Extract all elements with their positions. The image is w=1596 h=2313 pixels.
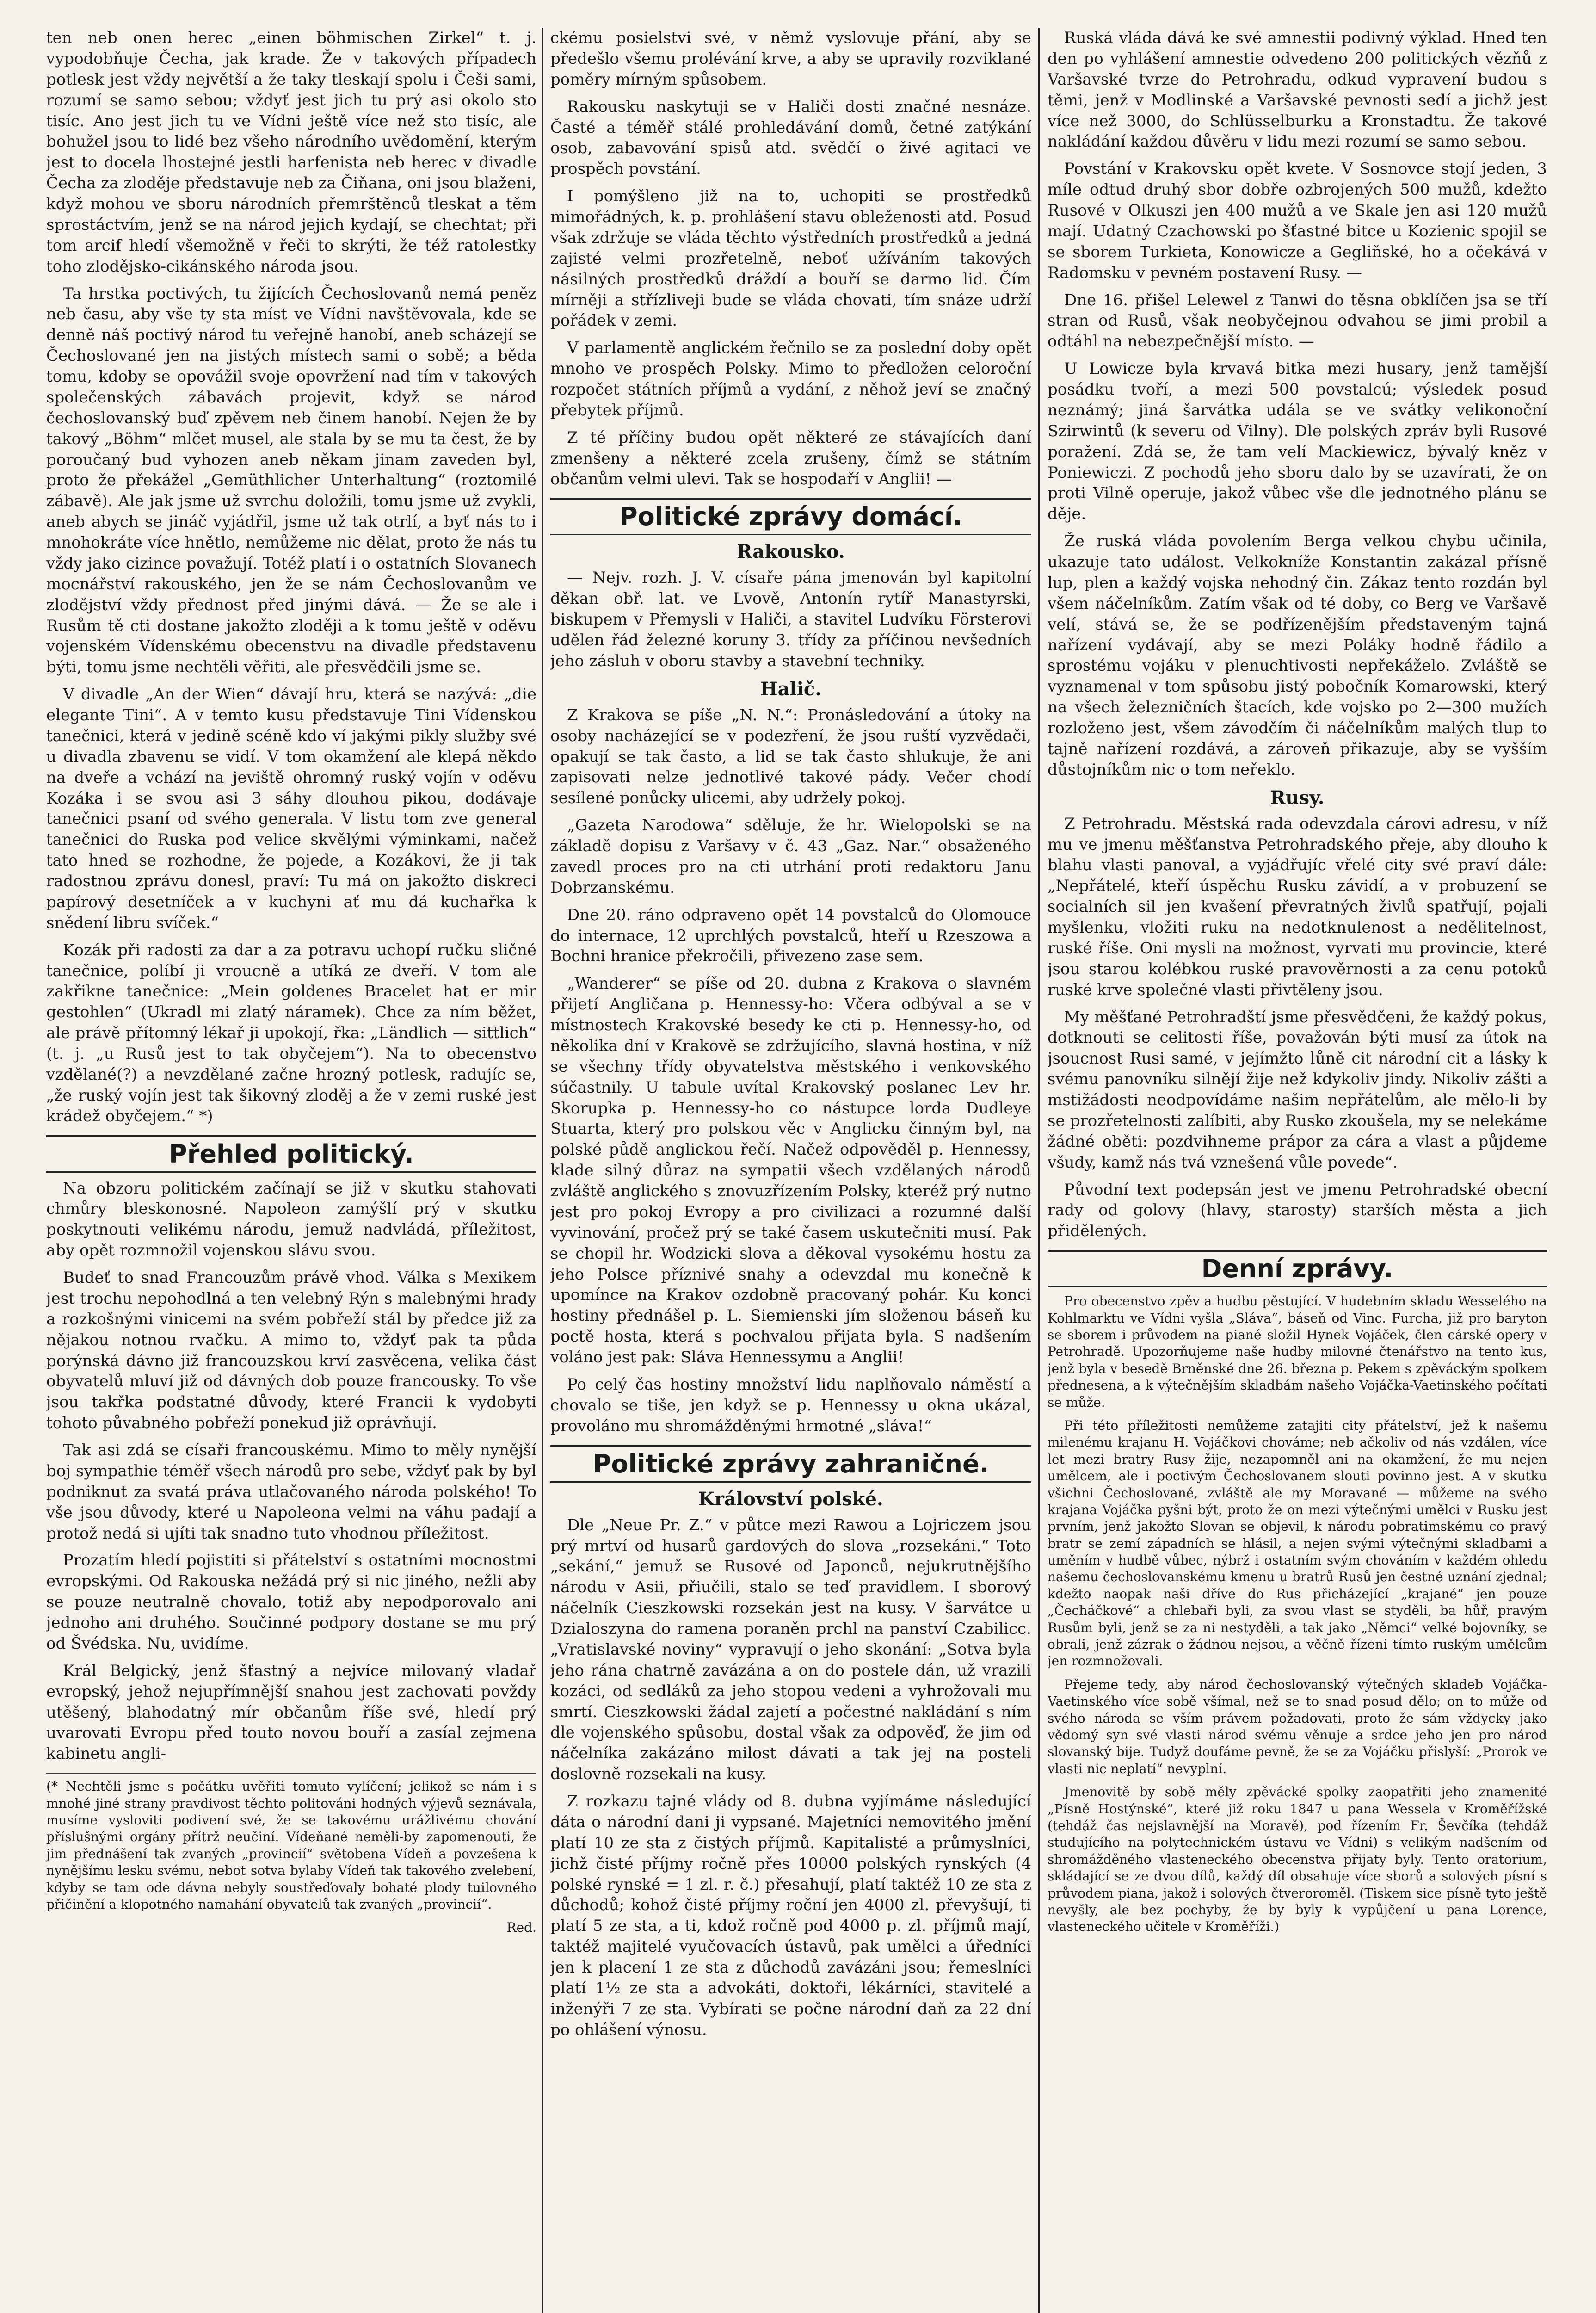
- paragraph: ten neb onen herec „einen böhmischen Zirkel“ t. j. vypodobňuje Čecha, jak krade. Že v takových případech potlesk jest vždy největší a že taky tleskají spolu i Češi sami, rozumí se samo sebou; vždyť jest jich tu prý asi okolo sto tisíc. Ano jest jich tu ve Vídni ještě více než sto tisíc, ale bohužel jsou to lidé bez všeho národního uvědomění, kterým jest to docela lhostejné jestli harfenista neb herec v divadle Čecha za zloděje představuje neb za Čiňana, oni jsou blaženi, když mohou ve sboru národních přemrštěnců tleskat a těm sprostáctvím, jenž se na národ jejich kydají, se chechtat; při tom arcif hledí všemožně v řeči to skrýti, že též ratolestky toho zlodějsko-cikánského národa jsou.: [46, 29, 536, 276]
- paragraph: Po celý čas hostiny množství lidu naplňovalo náměstí a chovalo se tiše, jen když se p. Hennessy u okna ukázal, provoláno mu shromážděnými hrmotné „sláva!“: [550, 1375, 1031, 1435]
- paragraph: Z té příčiny budou opět některé ze stávajících daní zmenšeny a některé zcela zrušeny, čímž se státním občanům velmi ulevi. Tak se hospodaří v Anglii! —: [550, 428, 1031, 489]
- paragraph: „Gazeta Narodowa“ sděluje, že hr. Wielopolski se na základě dopisu z Varšavy v č. 43 „Gaz. Nar.“ obsaženého zavedl proces pro na cti utrhání proti redaktoru Janu Dobrzanskému.: [550, 816, 1031, 897]
- paragraph: Tak asi zdá se císaři francouskému. Mimo to měly nynější boj sympathie téměř všech národů pro sebe, vždyť pak by byl podniknut za svatá práva utlačovaného národa polského! To vše jsou důvody, které u Napoleona velmi na váhu padají a protož nedá si ujíti tak snadno tuto vhodnou příležitost.: [46, 1441, 536, 1543]
- paragraph: Dne 20. ráno odpraveno opět 14 povstalců do Olomouce do internace, 12 uprchlých povstalců, hteří u Rzeszowa a Bochni hranice překročili, přivezeno zase sem.: [550, 905, 1031, 966]
- paragraph: Při této příležitosti nemůžeme zatajiti city přátelství, jež k našemu milenému krajanu H. Vojáčkovi chováme; neb ačkoliv od nás vzdálen, více let mezi bratry Rusy žije, nezapomněl ani na okamžení, že mu nejen umělcem, ale i poctivým Čechoslovanem slouti povinno jest. A v skutku všichni Čechoslované, zvláště ale my Moravané — můžeme na svého krajana Vojáčka pyšni být, proto že on mezi výtečnými umělci v Rusku jest prvním, jenž jakožto Slovan se objevil, k národu pobratimskému co pravý bratr se zemí západních se hlásil, a nejen svými výtečnými skladbami a uměním v hudbě vůbec, nýbrž i ostatním svým chováním v každém ohledu našemu čechoslovanskému kmenu u bratrů Rusů jen čestné uznání zjednal; kdežto naopak naši dříve do Rus přicházející „krajané“ jen pouze „Čecháčkové“ a chlebaři byli, za svou vlast se styděli, ba hůř, pravým Rusům byli, jenž se za ni nestyděli, a tak jako „Němci“ velké bojovníky, se obrali, jenž zázrak o žádnou nejsou, a věčně řízeni tímto ruským umělcům jen rozmnožovali.: [1048, 1417, 1547, 1669]
- subheading-rusy: Rusy.: [1270, 786, 1325, 809]
- paragraph: Na obzoru politickém začínají se již v skutku stahovati chmůry bleskonosné. Napoleon zamýšlí prý v skutku poskytnouti velikému národu, jemuž nadvládá, příležitost, aby opět rozmnožil vojenskou slávu svou.: [46, 1179, 536, 1260]
- paragraph: Z Petrohradu. Městská rada odevzdala cárovi adresu, v níž mu ve jmenu měšťanstva Petrohradského přeje, aby dlouho k blahu vlasti panoval, a vyjádřujíc vřelé city své praví dále: „Nepřátelé, kteří úspěchu Rusku závidí, a v probuzení se socialních sil jen kvašení převratných živlů spatřují, pojali myšlenku, vložiti ruku na nedotknulenost a nedělitelnost, ruské říše. Oni mysli na možnost, vyrvati mu provincie, které jsou starou kolébkou ruské pravověrnosti a za cenu potoků ruské krve společné vlasti přivtěleny jsou.: [1048, 814, 1547, 999]
- paragraph: Ruská vláda dává ke své amnestii podivný výklad. Hned ten den po vyhlášení amnestie odvedeno 200 politických vězňů z Varšavské tvrze do Petrohradu, odkud vypravení budou s těmi, jenž v Modlinské a Varšavské pevnosti sedí a jichž jest více než 3000, do Schlüsselburku a Kronstadtu. Že takové nakládání každou důvěru v lidu mezi rozumí se samo sebou.: [1048, 29, 1547, 151]
- paragraph: U Lowicze byla krvavá bitka mezi husary, jenž tamější posádku tvoří, a mezi 500 povstalcú; výsledek posud neznámý; jiná šarvátka udála se ve svátky velikonoční Szirwintů (k severu od Vilny). Dle polských zpráv byli Rusové poražení. Zdá se, že tam velí Mackiewicz, bývalý kněz v Poniewiczi. Z pochodů jeho sboru dalo by se uzavírati, že on proti Vilně operuje, jakož vůbec vše dle jednotného plánu se děje.: [1048, 359, 1547, 524]
- paragraph: V divadle „An der Wien“ dávají hru, která se nazývá: „die elegante Tini“. A v temto kusu představuje Tini Vídenskou tanečnici, která v jedině scéně kdo ví jakými pikly služby své u divadla zbavenu se vidí. V tom okamžení ale klepá někdo na dveře a vchází na jeviště ohromný ruský vojín v oděvu Kozáka i se svou asi 3 sáhy dlouhou pikou, dodávaje tanečnici psaní od svého generala. V listu tom zve general tanečnici do Ruska pod velice skvělými výminkami, načež tato hned se rozhodne, že pojede, a Kozákovi, že ji tak radostnou zprávu donesl, praví: Tu má on jakožto diskreci papírový desetníček a v kuchyni ať mu dá kuchařka k snědení libru svíček.“: [46, 685, 536, 932]
- column-rule: [542, 28, 543, 2313]
- subheading-rakousko: Rakousko.: [737, 541, 845, 563]
- paragraph: Z Krakova se píše „N. N.“: Pronásledování a útoky na osoby nacházející se v podezření, že jsou ruští vyzvědači, opakují se tak často, a lid se tak často shlukuje, že ani zapisovati nelze jednotlivé takové pády. Večer chodí sesílené ponůcky ulicemi, aby udržely pokoj.: [550, 705, 1031, 808]
- column-1: [46, 28, 536, 2313]
- paragraph: Přejeme tedy, aby národ čechoslovanský výtečných skladeb Vojáčka-Vaetinského více sobě všímal, než se to snad posud dělo; on to může od svého národa se vším právem požadovati, proto že sám vždycky jako vědomý syn své vlasti národ svému věnuje a srdce jeho jen pro národ slovanský bije. Tudyž doufáme pevně, že se za Vojáčku přislyší: „Prorok ve vlasti nic neplatí“ nevyplní.: [1048, 1676, 1547, 1776]
- section-heading-prehled: Přehled politický.: [46, 1135, 536, 1173]
- section-heading-zahranicni: Politické zprávy zahraničné.: [550, 1445, 1031, 1483]
- column-2: [550, 28, 1031, 2313]
- section-heading-domaci: Politické zprávy domácí.: [550, 498, 1031, 535]
- paragraph: Dne 16. přišel Lelewel z Tanwi do těsna obklíčen jsa se tří stran od Rusů, však neobyčejnou odvahou se jimi probil a odtáhl na nebezpečnější místo. —: [1048, 291, 1547, 351]
- paragraph: Ta hrstka poctivých, tu žijících Čechoslovanů nemá peněz neb času, aby vše ty sta míst ve Vídni navštěvovala, kde se denně náš poctivý národ tu veřejně hanobí, aneb scházejí se Čechoslované jen na jistých místech sami o sobě; a běda tomu, kdoby se opovážil svoje opovržení nad tím v takových společenských zábavách projevit, když se národ čechoslovanský buď zpěvem neb činem hanobí. Nejen že by takový „Böhm“ mlčet musel, ale stala by se mu ta čest, že by poroučaný bud vyhozen aneb někam jinam zaveden byl, proto že překážel „Gemüthlicher Unterhaltung“ (roztomilé zábavě). Ale jak jsme už svrchu doložili, tomu jsme už zvykli, aneb abych se jináč vyjádřil, jsme už tak otrlí, a byť nás to i mnohokráte více hnětlo, nemůžeme nic dělat, proto že nás tu vždy jako cizince považují. Totéž platí i o ostatních Slovanech mocnářství rakouského, jen že se nám Čechoslovanům ve zlodějství vždy přednost před jinými dává. — Že se ale i Rusům tě cti dostane jakožto zloději a k tomu ještě v oděvu vojenském Vídenskému obecenstvu na divadle představenu býti, tomu jsme nechtěli věřiti, ale přesvědčili jsme se.: [46, 284, 536, 677]
- paragraph: Jmenovitě by sobě měly zpěvácké spolky zaopatřiti jeho znamenité „Písně Hostýnské“, které již roku 1847 u pana Wessela v Kroměřížské (tehdáž čas nejslavnější na Moravě), pod řízením Fr. Ševčíka (tehdáž studujícího na polytechnickém ústavu ve Vídni) s velikým nadšením od shromážděného vlasteneckého obecenstva přijaty byly. Tento oratorium, skládající se ze dvou dílů, každý díl obsahuje více sborů a solových písní s průvodem piana, jakož i solových čtveroroměl. (Tiskem sice písně tyto ještě nevyšly, ale bez pochyby, že by byly k vypůjčení u pana Lorence, vlasteneckého učitele v Kroměříži.): [1048, 1784, 1547, 1935]
- paragraph: Budeť to snad Francouzům právě vhod. Válka s Mexikem jest trochu nepohodlná a ten velebný Rýn s malebnými hrady a rozkošnými vinicemi na svém pobřeží stál by předce již za nějakou notnou rvačku. A mimo to, vždyť pak ta půda porýnská dávno již francouzskou krví zasvěcena, velika část obyvatelů mluví již od dávných dob pouze francousky. To vše jsou takřka podstatné důvody, které Francii k vydobyti tohoto půvabného pobřeží ponekud již oprávňují.: [46, 1268, 536, 1433]
- paragraph: V parlamentě anglickém řečnilo se za poslední doby opět mnoho ve prospěch Polsky. Mimo to předložen celoroční rozpočet státních příjmů a vydání, z něhož jeví se značný přebytek příjmů.: [550, 339, 1031, 420]
- column-rule: [1038, 28, 1040, 2313]
- paragraph: Kozák při radosti za dar a za potravu uchopí ručku sličné tanečnice, políbí ji vroucně a utíká ze dveří. V tom ale zakřikne tanečnice: „Mein goldenes Bracelet hat er mir gestohlen“ (Ukradl mi zlatý náramek). Chce za ním běžet, ale právě přítomný lékař ji upokojí, řka: „Ländlich — sittlich“ (t. j. „u Rusů jest to tak obyčejem“). Na to obecenstvo vzdělané(?) a nevzdělané začne hrozný potlesk, radujíc se, „že ruský vojín jest tak šikovný zloděj a že v zemi ruské jest krádež obyčejem.“ *): [46, 940, 536, 1126]
- paragraph: — Nejv. rozh. J. V. císaře pána jmenován byl kapitolní děkan obř. lat. ve Lvově, Antonín rytíř Manastyrski, biskupem v Přemysli v Haliči, a stavitel Ludvíku Försterovi udělen řád železné koruny 3. třídy za příčinou nevšedních jeho zásluh v oboru stavby a stavební techniky.: [550, 569, 1031, 670]
- subheading-kralovstvi-polske: Království polské.: [698, 1488, 883, 1510]
- paragraph: I pomýšleno již na to, uchopiti se prostředků mimořádných, k. p. prohlášení stavu obleženosti atd. Posud však zdržuje se vláda těchto výstředních prostředků a jedná zajisté velmi prozřetelně, neboť užíváním takových násilných prostředků dráždí a bouří se darmo lid. Čím mírněji a střízliveji bude se vláda chovati, tím snáze udrží pořádek v zemi.: [550, 187, 1031, 330]
- paragraph: Rakousku naskytuji se v Haliči dosti značné nesnáze. Časté a téměř stálé prohledávání domů, četné zatýkání osob, zabavování spisů atd. svědčí o živé agitaci ve prospěch povstání.: [550, 97, 1031, 179]
- paragraph: Dle „Neue Pr. Z.“ v půtce mezi Rawou a Lojriczem jsou prý mrtví od husarů gardových do slova „rozsekáni.“ Toto „sekání,“ jemuž se Rusové od Japonců, nejukrutnějšího národu v Asii, přiučili, stalo se teď pravidlem. I sborový náčelník Cieszkowski rozsekán jest na kusy. V šarvátce u Dzialoszyna do ramena poraněn prchl na panství Czabilicc. „Vratislavské noviny“ vypravují o jeho skonání: „Sotva byla jeho rána chatrně zavázána a on do postele dán, už vrazili kozáci, od sedláků za jeho stopou vedeni a vyhrožovali mu smrtí. Cieszkowski žádal zajetí a počestné nakládání s ním dle vojenského spůsobu, dostal však za odpověď, že jim od náčelníka zakázáno milost dávati a tak jej na posteli doslovně rozsekali na kusy.: [550, 1515, 1031, 1784]
- paragraph: ckému posielstvi své, v němž vyslovuje přání, aby se předešlo všemu prolévání krve, a aby se upravily rozviklané poměry mírným spůsobem.: [550, 29, 1031, 89]
- paragraph: Povstání v Krakovsku opět kvete. V Sosnovce stojí jeden, 3 míle odtud druhý sbor dobře ozbrojených 500 mužů, kdežto Rusové v Olkuszi jen 400 mužů a ve Skale jen asi 120 mužů mají. Udatný Czachowski po šťastné bitce u Kozienic spojil se se sborem Turkieta, Konowicze a Gegliňské, ho a očekává v Radomsku v pevném postavení Rusy. —: [1048, 160, 1547, 282]
- footnote: (* Nechtěli jsme s počátku uvěřiti tomuto vylíčení; jelikož se nám i s mnohé jiné strany pravdivost těchto politováni hodných výjevů seznávala, musíme vysloviti podivení své, že se takovému urážlivému chování příslušnými orgány přítrž neučiní. Vídeňané neměli-by zapomenouti, že jim přednášení tak zvaných „provincií“ světobena Vídeň a povzešena k nynějšímu lesku svému, nebot sotva bylaby Vídeň tak takového zvelebení, kdyby se tam ode dávna nebyly soustřeďovaly bohaté plody tuilovného přičinění a klopotného namahání obyvatelů tak zvaných „provincií“.: [46, 1773, 536, 1913]
- paragraph: My měšťané Petrohradští jsme přesvědčeni, že každý pokus, dotknouti se celitosti říše, považován býti musí za útok na jsoucnost Rusi samé, v jejímžto lůně cit národní cit a lásky k svému panovníku silnějí žije než kdykoliv jindy. Nikoliv zášti a mstižádosti neodpovídáme našim nepřátelům, ale mělo-li by se prozřetelnosti zalíbiti, aby Rusko zkoušela, my se nelekáme žádné oběti: pozdvihneme prápor za cára a vlast a půjdeme všudy, kamž nás tvá vznešená vůle povede“.: [1048, 1008, 1547, 1172]
- footnote-signature: Red.: [506, 1920, 536, 1936]
- paragraph: Původní text podepsán jest ve jmenu Petrohradské obecní rady od golovy (hlavy, starosty) starších města a jich přidělených.: [1048, 1180, 1547, 1241]
- paragraph: Prozatím hledí pojistiti si přátelství s ostatními mocnostmi evropskými. Od Rakouska nežádá prý si nic jiného, nežli aby se pouze neutralně chovalo, totiž aby nepodporovalo ani jednoho ani druhého. Součinné podpory dostane se mu prý od Švédska. Nu, uvidíme.: [46, 1551, 536, 1653]
- column-3: [1048, 28, 1547, 2313]
- paragraph: Z rozkazu tajné vlády od 8. dubna vyjímáme následující dáta o národní dani ji vypsané. Majetníci nemovitého jmění platí 10 ze sta z čistých příjmů. Kapitalisté a průmyslníci, jichž čisté příjmy ročně přes 10000 polských rynských (4 polské rynské = 1 zl. r. č.) přesahují, platí taktéž 10 ze sta z důchodů; kohož čisté příjmy roční jen 4000 zl. převyšují, ti platí 5 ze sta, a ti, kdož ročně pod 4000 p. zl. příjmů mají, taktéž majitelé vyučovacích ústavů, pak umělci a úředníci jen k placení 1 ze sta z důchodů zavázáni jsou; řemeslníci platí 1½ ze sta a advokáti, doktoři, lékárníci, stavitelé a inženýři 7 ze sta. Vybírati se počne národní daň za 22 dní po ohlášení výnosu.: [550, 1792, 1031, 2039]
- subheading-halic: Halič.: [760, 678, 822, 700]
- section-heading-denni: Denní zprávy.: [1048, 1250, 1547, 1287]
- paragraph: Že ruská vláda povolením Berga velkou chybu učinila, ukazuje tato událost. Velkokníže Konstantin zakázal přísně lup, plen a každý vojska nehodný čin. Zákaz tento rozdán byl všem náčelníkům. Zatím však od té doby, co Berg ve Varšavě velí, stává se, že se podřízenějším představeným tajná nařízení vydávají, aby se mezi Poláky hodně řádilo a sprostému vojáku v plenuchtivosti nepřekáželo. Zvláště se vyznamenal v tom spůsobu jistý pobočník Komarowski, který na všech železničních štacích, kde vojsko po 2—300 mužích rozloženo jest, všem závodčím či náčelníkům malých tlup to tajně nařízení rozdává, a zároveň přikazuje, aby se vyšším důstojníkům nic o tom neřeklo.: [1048, 532, 1547, 779]
- denni-zpravy-body: [1048, 1293, 1547, 1935]
- paragraph: Král Belgický, jenž šťastný a nejvíce milovaný vladař evropský, jehož nejupřímnější snahou jest zachovati povždy utěšený, blahodatný mír občanům říše své, hledí prý uvarovati Evropu před touto novou bouří a zasíal zejmena kabinetu angli-: [46, 1661, 536, 1763]
- paragraph: „Wanderer“ se píše od 20. dubna z Krakova o slavném přijetí Angličana p. Hennessy-ho: Včera odbýval a se v místnostech Krakovské besedy ke cti p. Hennessy-ho, od několika dní v Krakově se zdržujícího, slavná hostina, v níž se všechny třídy obyvatelstva městského i venkovského súčastnily. U tabule uvítal Krakovský poslanec Lev hr. Skorupka p. Hennessy-ho co nástupce lorda Dudleye Stuarta, který pro polskou věc v Anglicku činným byl, na polské půdě anglickou řečí. Načež odpověděl p. Hennessy, klade silný důraz na sympatii všech vzdělaných národů zvláště anglického s znovuzřízením Polsky, kteréž prý nutno jest pro pokoj Evropy a pro civilizaci a rozumné další vyvinování, pročež prý se také časem uskutečniti musí. Pak se chopil hr. Wodzicki slova a děkoval vysokému hostu za jeho Polsce příznivé snahy a odevzdal mu konečně k upomínce na Krakov ozdobně pracovaný pohár. Ku konci hostiny přednášel p. L. Siemienski jím složenou báseň ku poctě hosta, která s pochvalou přijata byla. S nadšením voláno jest pak: Sláva Hennessymu a Anglii!: [550, 974, 1031, 1367]
- paragraph: Pro obecenstvo zpěv a hudbu pěstující. V hudebním skladu Wesselého na Kohlmarktu ve Vídni vyšla „Sláva“, báseň od Vinc. Furcha, již pro baryton se sborem i průvodem na piané složil Hynek Vojáček, člen cárské opery v Petrohradě. Upozorňujeme naše hudby milovné čtenářstvo na tento kus, jenž byla v besedě Brněnské dne 26. března p. Pekem s zpěváckým spolkem přednesena, a k výtečnějším skladbám našeho Vojáčka-Vaetinského počítati se může.: [1048, 1293, 1547, 1410]
